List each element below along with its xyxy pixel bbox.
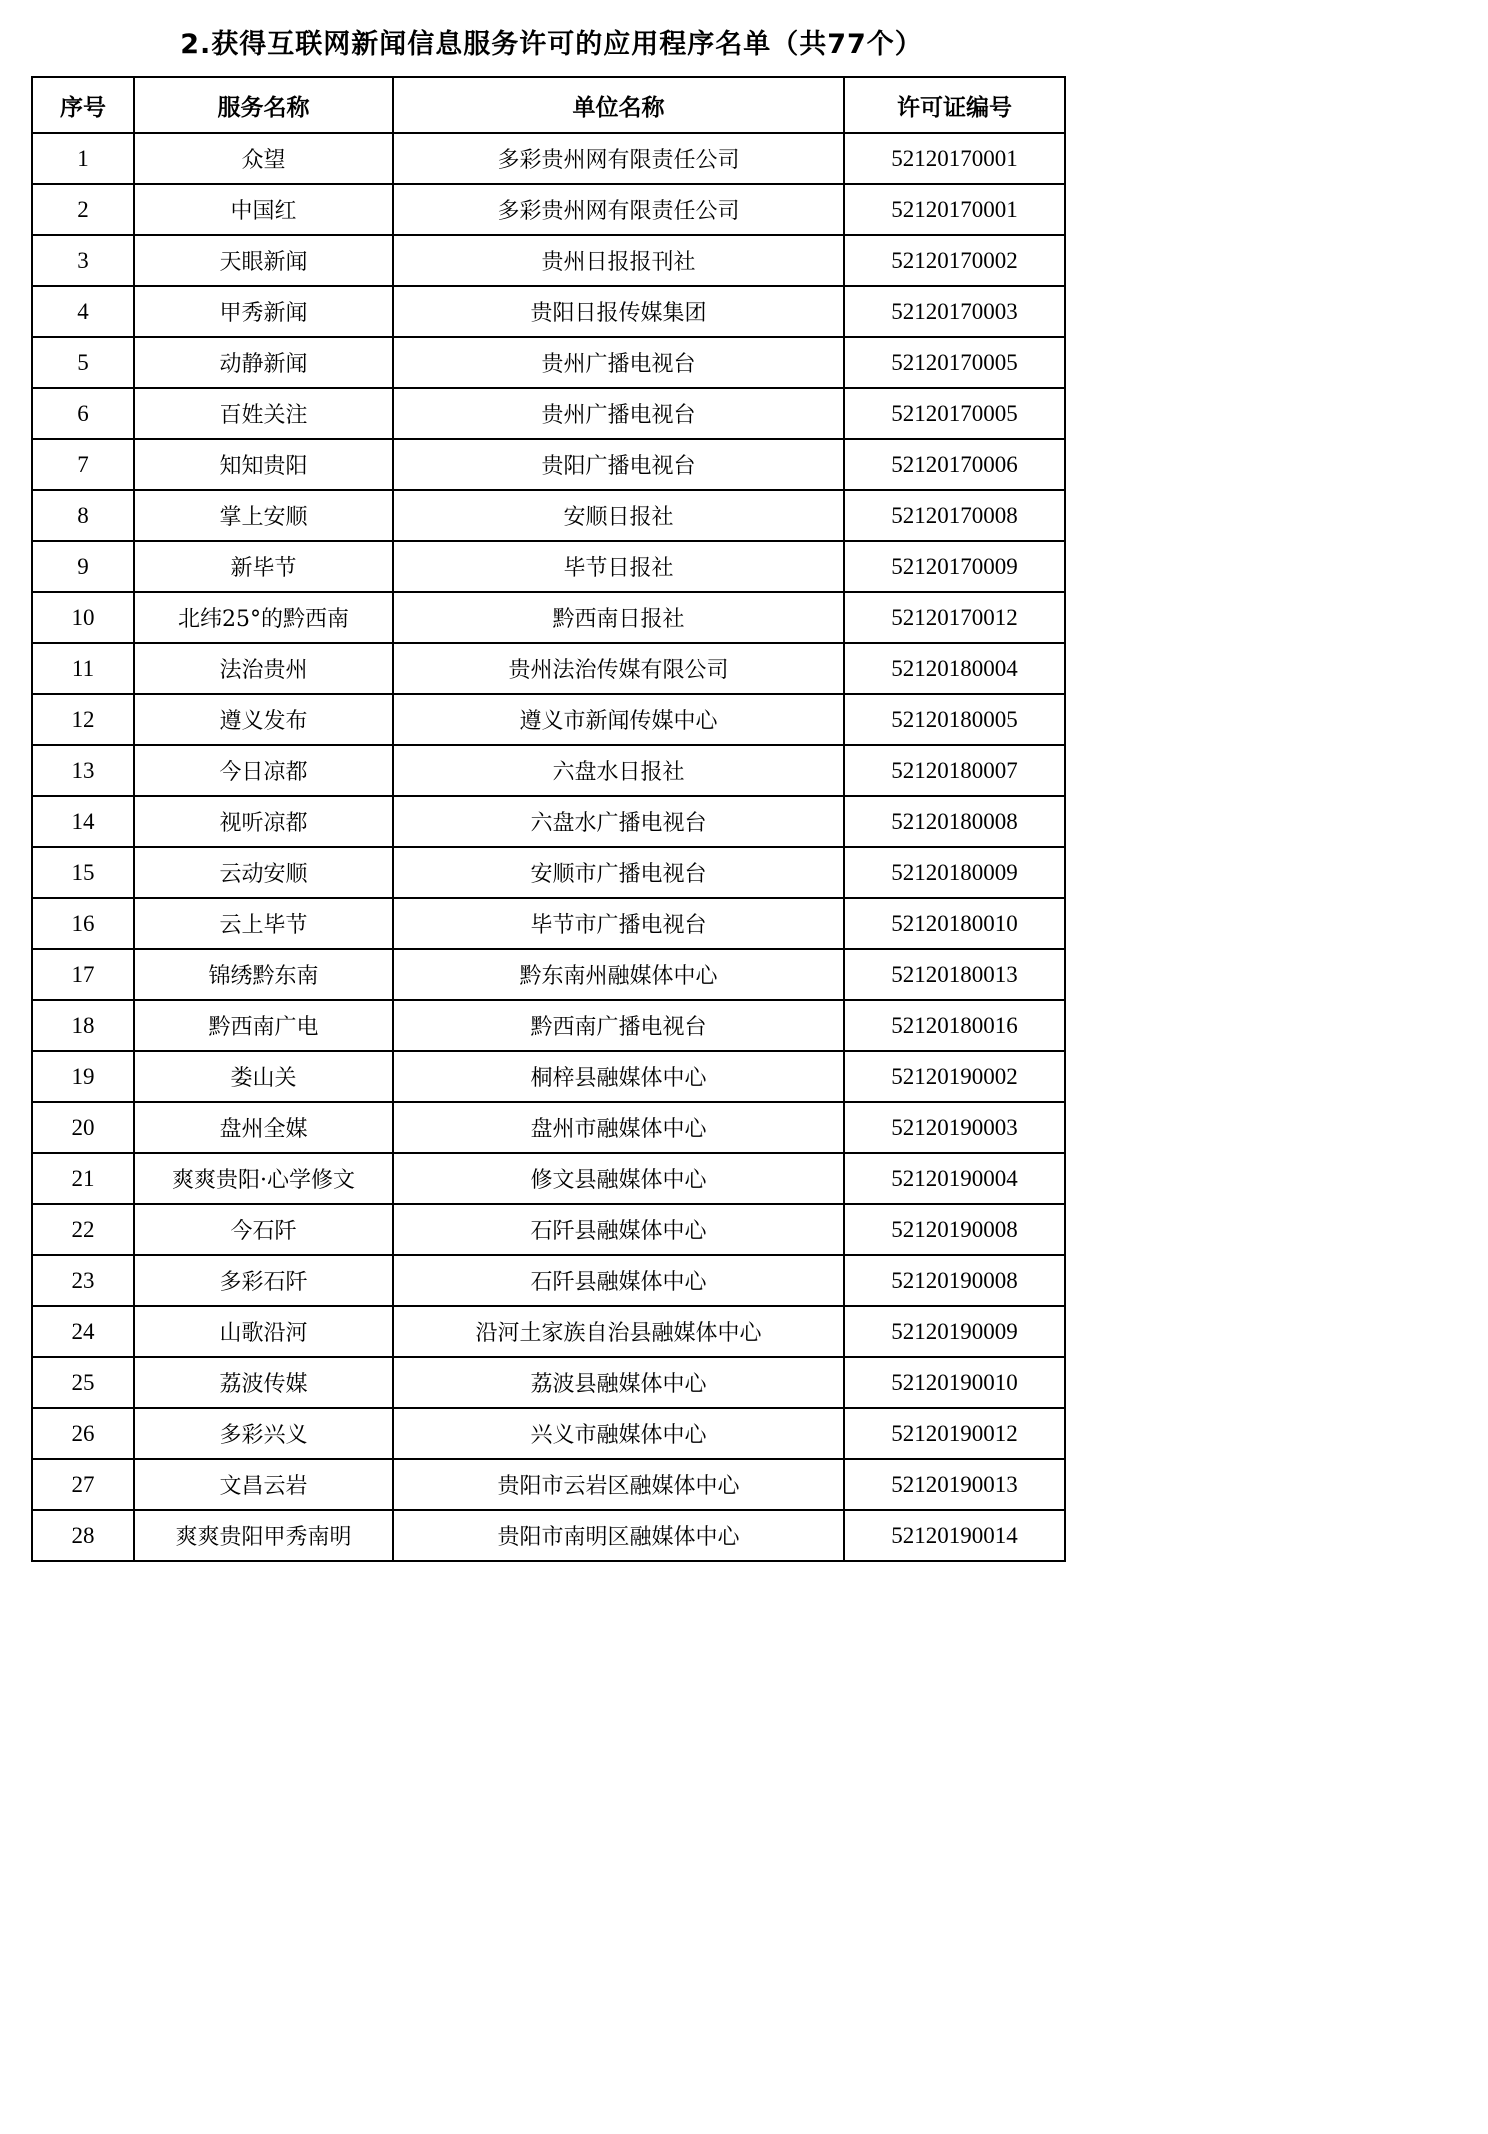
page-title: 2.获得互联网新闻信息服务许可的应用程序名单（共77个） (180, 29, 923, 60)
cell-org-name: 石阡县融媒体中心 (393, 1255, 844, 1306)
cell-org-name: 六盘水广播电视台 (393, 796, 844, 847)
table-row (32, 745, 1065, 796)
cell-seq: 4 (32, 286, 134, 337)
cell-org-name: 石阡县融媒体中心 (393, 1204, 844, 1255)
cell-license-number: 52120170001 (844, 184, 1065, 235)
cell-org-name: 贵阳市南明区融媒体中心 (393, 1510, 844, 1561)
cell-license-number: 52120190014 (844, 1510, 1065, 1561)
cell-license-number: 52120190013 (844, 1459, 1065, 1510)
cell-service-name: 多彩石阡 (134, 1255, 393, 1306)
cell-service-name: 北纬25°的黔西南 (134, 592, 393, 643)
cell-service-name: 遵义发布 (134, 694, 393, 745)
cell-seq: 2 (32, 184, 134, 235)
cell-org-name: 贵阳日报传媒集团 (393, 286, 844, 337)
cell-license-number: 52120180009 (844, 847, 1065, 898)
cell-service-name: 知知贵阳 (134, 439, 393, 490)
table-row (32, 337, 1065, 388)
cell-seq: 16 (32, 898, 134, 949)
cell-service-name: 动静新闻 (134, 337, 393, 388)
cell-org-name: 遵义市新闻传媒中心 (393, 694, 844, 745)
table-row (32, 1510, 1065, 1561)
cell-seq: 6 (32, 388, 134, 439)
table-header-row (32, 77, 1065, 133)
cell-seq: 17 (32, 949, 134, 1000)
cell-service-name: 天眼新闻 (134, 235, 393, 286)
cell-license-number: 52120190012 (844, 1408, 1065, 1459)
cell-license-number: 52120170006 (844, 439, 1065, 490)
cell-license-number: 52120190010 (844, 1357, 1065, 1408)
cell-license-number: 52120190004 (844, 1153, 1065, 1204)
cell-seq: 20 (32, 1102, 134, 1153)
table-row (32, 1102, 1065, 1153)
cell-service-name: 山歌沿河 (134, 1306, 393, 1357)
license-table (31, 76, 1066, 1562)
cell-org-name: 盘州市融媒体中心 (393, 1102, 844, 1153)
cell-org-name: 毕节日报社 (393, 541, 844, 592)
cell-service-name: 掌上安顺 (134, 490, 393, 541)
cell-org-name: 沿河土家族自治县融媒体中心 (393, 1306, 844, 1357)
cell-org-name: 贵阳广播电视台 (393, 439, 844, 490)
cell-org-name: 贵州法治传媒有限公司 (393, 643, 844, 694)
cell-service-name: 中国红 (134, 184, 393, 235)
cell-seq: 12 (32, 694, 134, 745)
cell-license-number: 52120170005 (844, 337, 1065, 388)
cell-license-number: 52120180007 (844, 745, 1065, 796)
table-row (32, 235, 1065, 286)
cell-seq: 14 (32, 796, 134, 847)
cell-license-number: 52120190008 (844, 1204, 1065, 1255)
cell-seq: 1 (32, 133, 134, 184)
table-row (32, 1051, 1065, 1102)
cell-seq: 28 (32, 1510, 134, 1561)
header-service-name: 服务名称 (134, 77, 393, 133)
table-row (32, 949, 1065, 1000)
cell-org-name: 毕节市广播电视台 (393, 898, 844, 949)
cell-service-name: 云动安顺 (134, 847, 393, 898)
cell-org-name: 黔西南广播电视台 (393, 1000, 844, 1051)
table-row (32, 541, 1065, 592)
cell-service-name: 娄山关 (134, 1051, 393, 1102)
cell-seq: 5 (32, 337, 134, 388)
cell-seq: 24 (32, 1306, 134, 1357)
cell-service-name: 甲秀新闻 (134, 286, 393, 337)
table-row (32, 286, 1065, 337)
cell-license-number: 52120190002 (844, 1051, 1065, 1102)
cell-org-name: 贵州广播电视台 (393, 388, 844, 439)
cell-org-name: 黔西南日报社 (393, 592, 844, 643)
cell-license-number: 52120190009 (844, 1306, 1065, 1357)
table-row (32, 490, 1065, 541)
header-org-name: 单位名称 (393, 77, 844, 133)
cell-service-name: 视听凉都 (134, 796, 393, 847)
cell-org-name: 贵州日报报刊社 (393, 235, 844, 286)
cell-service-name: 爽爽贵阳·心学修文 (134, 1153, 393, 1204)
cell-license-number: 52120170012 (844, 592, 1065, 643)
cell-service-name: 今日凉都 (134, 745, 393, 796)
table-row (32, 184, 1065, 235)
cell-service-name: 今石阡 (134, 1204, 393, 1255)
table-body (32, 133, 1065, 1561)
cell-service-name: 文昌云岩 (134, 1459, 393, 1510)
cell-seq: 27 (32, 1459, 134, 1510)
cell-license-number: 52120180016 (844, 1000, 1065, 1051)
header-seq: 序号 (32, 77, 134, 133)
cell-seq: 22 (32, 1204, 134, 1255)
cell-license-number: 52120190008 (844, 1255, 1065, 1306)
table-row (32, 1204, 1065, 1255)
cell-org-name: 桐梓县融媒体中心 (393, 1051, 844, 1102)
cell-seq: 23 (32, 1255, 134, 1306)
cell-org-name: 六盘水日报社 (393, 745, 844, 796)
cell-service-name: 百姓关注 (134, 388, 393, 439)
table-row (32, 643, 1065, 694)
cell-org-name: 贵阳市云岩区融媒体中心 (393, 1459, 844, 1510)
table-row (32, 1000, 1065, 1051)
table-row (32, 1153, 1065, 1204)
cell-org-name: 贵州广播电视台 (393, 337, 844, 388)
cell-license-number: 52120180010 (844, 898, 1065, 949)
cell-service-name: 黔西南广电 (134, 1000, 393, 1051)
cell-service-name: 盘州全媒 (134, 1102, 393, 1153)
cell-seq: 8 (32, 490, 134, 541)
cell-seq: 26 (32, 1408, 134, 1459)
table-row (32, 1306, 1065, 1357)
cell-license-number: 52120180008 (844, 796, 1065, 847)
table-row (32, 1408, 1065, 1459)
cell-license-number: 52120170008 (844, 490, 1065, 541)
cell-license-number: 52120170003 (844, 286, 1065, 337)
table-row (32, 439, 1065, 490)
cell-license-number: 52120170009 (844, 541, 1065, 592)
cell-license-number: 52120170002 (844, 235, 1065, 286)
table-row (32, 388, 1065, 439)
cell-seq: 9 (32, 541, 134, 592)
cell-seq: 25 (32, 1357, 134, 1408)
table-row (32, 847, 1065, 898)
cell-org-name: 荔波县融媒体中心 (393, 1357, 844, 1408)
cell-license-number: 52120180005 (844, 694, 1065, 745)
table-row (32, 1255, 1065, 1306)
cell-service-name: 众望 (134, 133, 393, 184)
cell-license-number: 52120190003 (844, 1102, 1065, 1153)
cell-org-name: 多彩贵州网有限责任公司 (393, 184, 844, 235)
cell-org-name: 多彩贵州网有限责任公司 (393, 133, 844, 184)
header-license-number: 许可证编号 (844, 77, 1065, 133)
cell-seq: 15 (32, 847, 134, 898)
cell-seq: 19 (32, 1051, 134, 1102)
cell-seq: 21 (32, 1153, 134, 1204)
cell-service-name: 多彩兴义 (134, 1408, 393, 1459)
cell-license-number: 52120180004 (844, 643, 1065, 694)
cell-org-name: 黔东南州融媒体中心 (393, 949, 844, 1000)
cell-license-number: 52120170001 (844, 133, 1065, 184)
cell-license-number: 52120170005 (844, 388, 1065, 439)
cell-seq: 18 (32, 1000, 134, 1051)
cell-org-name: 安顺市广播电视台 (393, 847, 844, 898)
cell-service-name: 锦绣黔东南 (134, 949, 393, 1000)
table-row (32, 694, 1065, 745)
cell-seq: 10 (32, 592, 134, 643)
cell-org-name: 修文县融媒体中心 (393, 1153, 844, 1204)
cell-org-name: 兴义市融媒体中心 (393, 1408, 844, 1459)
cell-seq: 3 (32, 235, 134, 286)
cell-license-number: 52120180013 (844, 949, 1065, 1000)
cell-service-name: 云上毕节 (134, 898, 393, 949)
cell-service-name: 法治贵州 (134, 643, 393, 694)
cell-org-name: 安顺日报社 (393, 490, 844, 541)
table-row (32, 1357, 1065, 1408)
table-row (32, 796, 1065, 847)
table-row (32, 592, 1065, 643)
cell-seq: 11 (32, 643, 134, 694)
table-row (32, 898, 1065, 949)
table-row (32, 133, 1065, 184)
cell-service-name: 新毕节 (134, 541, 393, 592)
cell-seq: 13 (32, 745, 134, 796)
table-row (32, 1459, 1065, 1510)
cell-seq: 7 (32, 439, 134, 490)
cell-service-name: 爽爽贵阳甲秀南明 (134, 1510, 393, 1561)
cell-service-name: 荔波传媒 (134, 1357, 393, 1408)
